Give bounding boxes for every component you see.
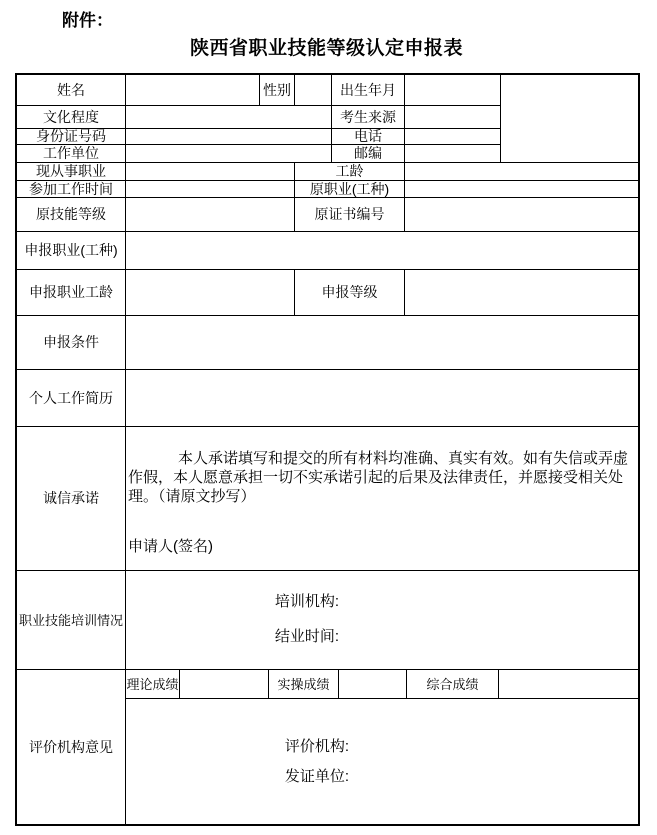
practical-score-label: 实操成绩 — [268, 669, 338, 698]
page-title: 陕西省职业技能等级认定申报表 — [189, 38, 463, 59]
former-skill-level-input[interactable] — [125, 197, 294, 231]
evaluation-opinion-label: 评价机构意见 — [17, 669, 125, 824]
training-situation-label: 职业技能培训情况 — [17, 570, 125, 669]
personal-work-history-input[interactable] — [125, 369, 638, 426]
pledge-text: 本人承诺填写和提交的所有材料均准确、真实有效。如有失信或弄虚作假，本人愿意承担一切不实承诺引起的后果及法律责任，并愿接受相关处理。（请原文抄写） — [128, 450, 629, 505]
attachment-label: 附件： — [62, 11, 113, 30]
candidate-source-input[interactable] — [404, 105, 500, 128]
name-input[interactable] — [125, 75, 259, 105]
applied-occupation-seniority-label: 申报职业工龄 — [17, 269, 125, 315]
former-skill-level-label: 原技能等级 — [17, 197, 125, 231]
work-start-time-input[interactable] — [125, 180, 294, 197]
comprehensive-score-input[interactable] — [498, 669, 638, 698]
integrity-pledge-cell[interactable] — [125, 426, 638, 570]
education-level-label: 文化程度 — [17, 105, 125, 128]
postal-code-input[interactable] — [404, 144, 500, 162]
work-start-time-label: 参加工作时间 — [17, 180, 125, 197]
name-label: 姓名 — [57, 81, 85, 98]
id-number-input[interactable] — [125, 128, 331, 144]
training-info-cell[interactable] — [125, 570, 638, 669]
postal-code-label: 邮编 — [331, 144, 404, 162]
application-form-table — [15, 73, 640, 826]
birth-date-label: 出生年月 — [331, 75, 404, 105]
theory-score-label: 理论成绩 — [125, 669, 179, 698]
evaluation-institution-label: 评价机构: — [284, 738, 350, 755]
integrity-pledge-label: 诚信承诺 — [17, 426, 125, 570]
applicant-signature-label: 申请人(签名) — [128, 538, 213, 555]
applied-level-input[interactable] — [404, 269, 638, 315]
personal-work-history-label: 个人工作简历 — [17, 369, 125, 426]
work-unit-label: 工作单位 — [17, 144, 125, 162]
applied-occupation-label: 申报职业(工种) — [17, 231, 125, 269]
theory-score-input[interactable] — [179, 669, 268, 698]
photo-cell[interactable] — [500, 75, 638, 162]
phone-input[interactable] — [404, 128, 500, 144]
current-occupation-input[interactable] — [125, 162, 294, 180]
former-certificate-no-label: 原证书编号 — [294, 197, 404, 231]
former-certificate-no-input[interactable] — [404, 197, 638, 231]
seniority-input[interactable] — [404, 162, 638, 180]
work-unit-input[interactable] — [125, 144, 331, 162]
former-occupation-input[interactable] — [404, 180, 638, 197]
gender-label: 性别 — [259, 75, 294, 105]
current-occupation-label: 现从事职业 — [17, 162, 125, 180]
application-conditions-input[interactable] — [125, 315, 638, 369]
seniority-label: 工龄 — [294, 162, 404, 180]
comprehensive-score-label: 综合成绩 — [406, 669, 498, 698]
id-number-label: 身份证号码 — [17, 128, 125, 144]
practical-score-input[interactable] — [338, 669, 406, 698]
issuing-unit-label: 发证单位: — [284, 768, 350, 785]
applied-occupation-input[interactable] — [125, 231, 638, 269]
applied-occupation-seniority-input[interactable] — [125, 269, 294, 315]
evaluation-opinion-cell[interactable] — [125, 698, 638, 824]
gender-input[interactable] — [294, 75, 331, 105]
birth-date-input[interactable] — [404, 75, 500, 105]
former-occupation-label: 原职业(工种) — [294, 180, 404, 197]
training-institution-label: 培训机构: — [274, 593, 340, 610]
training-completion-time-label: 结业时间: — [274, 628, 340, 645]
education-level-input[interactable] — [125, 105, 331, 128]
phone-label: 电话 — [331, 128, 404, 144]
applied-level-label: 申报等级 — [294, 269, 404, 315]
candidate-source-label: 考生来源 — [331, 105, 404, 128]
application-conditions-label: 申报条件 — [17, 315, 125, 369]
